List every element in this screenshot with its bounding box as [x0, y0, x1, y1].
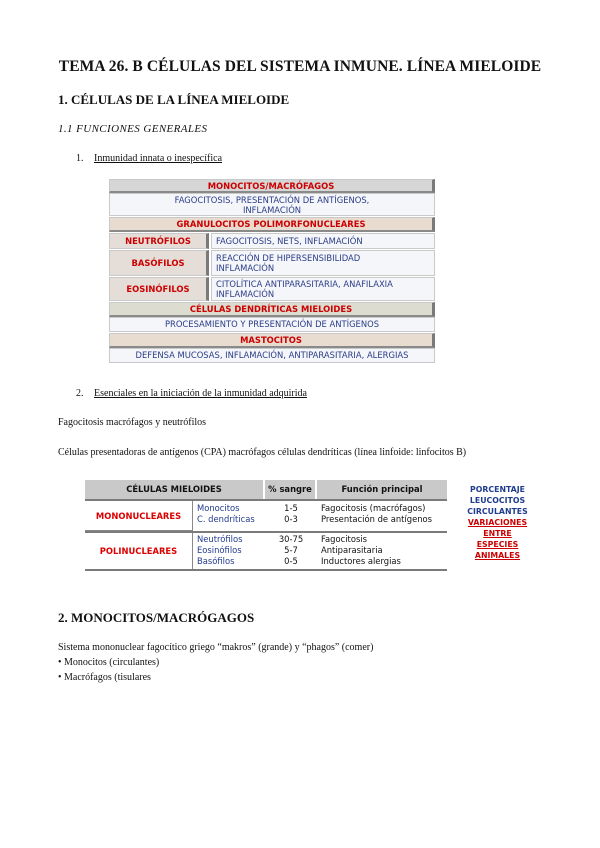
- table-row-dendriticas: PROCESAMIENTO Y PRESENTACIÓN DE ANTÍGENOS: [109, 317, 435, 332]
- label-basofilos: BASÓFILOS: [109, 250, 209, 276]
- column-header: % sangre: [265, 480, 317, 499]
- paragraph: Células presentadoras de antígenos (CPA) macrófagos células dendríticas (línea linfoide: linfocitos B): [58, 447, 467, 458]
- func-polinucleares: [321, 534, 447, 567]
- side-note-line: LEUCOCITOS: [469, 496, 526, 505]
- page-title: TEMA 26. B CÉLULAS DEL SISTEMA INMUNE. LÍNEA MIELOIDE: [58, 58, 542, 75]
- group-label-polinucleares: POLINUCLEARES: [85, 533, 193, 569]
- side-note-line: ENTRE: [483, 529, 512, 538]
- cell-types-polinucleares: [197, 534, 267, 567]
- list-text: Esenciales en la iniciación de la inmunidad adquirida: [94, 388, 307, 399]
- desc-basofilos: [211, 250, 435, 276]
- side-note: [455, 484, 540, 561]
- func-mononucleares: [321, 503, 447, 525]
- list-item: [76, 153, 376, 167]
- bullet-item: • Monocitos (circulantes): [58, 657, 160, 668]
- cell-text: 30-75: [278, 534, 304, 544]
- paragraph: Fagocitosis macrófagos y neutrófilos: [58, 417, 207, 428]
- cell-text: Monocitos: [197, 503, 240, 513]
- cell-text: Neutrófilos: [197, 534, 243, 544]
- side-note-line: ANIMALES: [474, 551, 521, 560]
- desc-neutrofilos: FAGOCITOSIS, NETS, INFLAMACIÓN: [211, 233, 435, 249]
- bullet-item: • Macrófagos (tisulares: [58, 672, 151, 683]
- pct-mononucleares: [265, 503, 317, 525]
- cell-text: 5-7: [284, 545, 298, 555]
- table-header-granulocitos: GRANULOCITOS POLIMORFONUCLEARES: [109, 217, 435, 232]
- cell-text: Antiparasitaria: [321, 545, 383, 555]
- cell-text: Basófilos: [197, 556, 235, 566]
- paragraph: Sistema mononuclear fagocítico griego “makros” (grande) y “phagos” (comer): [58, 642, 374, 653]
- pct-polinucleares: [265, 534, 317, 567]
- table-header-dendriticas: CÉLULAS DENDRÍTICAS MIELOIDES: [109, 302, 435, 317]
- side-note-line: PORCENTAJE: [470, 485, 525, 494]
- table-header-mastocitos: MASTOCITOS: [109, 333, 435, 348]
- side-note-line: CIRCULANTES: [467, 507, 528, 516]
- list-item: [76, 388, 396, 402]
- label-neutrofilos: NEUTRÓFILOS: [109, 233, 209, 249]
- cell-text: Presentación de antígenos: [321, 514, 433, 524]
- subsection-heading: 1.1 FUNCIONES GENERALES: [58, 123, 208, 135]
- cell-text: 0-5: [284, 556, 298, 566]
- cell-text: Inductores alergias: [321, 556, 401, 566]
- side-note-line: VARIACIONES: [467, 518, 528, 527]
- column-header: CÉLULAS MIELOIDES: [85, 480, 265, 499]
- cell-text: Fagocitosis (macrófagos): [321, 503, 426, 513]
- cell-text: FAGOCITOSIS, PRESENTACIÓN DE ANTÍGENOS,: [174, 195, 370, 205]
- cell-types-mononucleares: [197, 503, 267, 525]
- group-label-mononucleares: MONONUCLEARES: [85, 501, 193, 531]
- side-note-line: ESPECIES: [476, 540, 519, 549]
- cell-text: Eosinófilos: [197, 545, 242, 555]
- divider: [85, 569, 447, 571]
- cell-text: Fagocitosis: [321, 534, 368, 544]
- cell-text: 0-3: [284, 514, 298, 524]
- cell-text: C. dendríticas: [197, 514, 255, 524]
- table-row-mastocitos: DEFENSA MUCOSAS, INFLAMACIÓN, ANTIPARASITARIA, ALERGIAS: [109, 348, 435, 363]
- cell-text: INFLAMACIÓN: [216, 263, 275, 273]
- myeloid-percent-table: [85, 480, 447, 571]
- table-row-monocitos: [109, 193, 435, 216]
- section-heading-2: 2. MONOCITOS/MACRÓGAGOS: [58, 610, 255, 625]
- cell-text: INFLAMACIÓN: [242, 205, 302, 215]
- cell-text: CITOLÍTICA ANTIPARASITARIA, ANAFILAXIA: [216, 279, 393, 289]
- desc-eosinofilos: [211, 277, 435, 301]
- cell-text: REACCIÓN DE HIPERSENSIBILIDAD: [216, 253, 361, 263]
- list-number: 1.: [76, 153, 84, 164]
- cell-text: 1-5: [284, 503, 298, 513]
- cell-text: INFLAMACIÓN: [216, 289, 275, 299]
- column-header: Función principal: [317, 480, 447, 499]
- table-header-monocitos: MONOCITOS/MACRÓFAGOS: [109, 179, 435, 193]
- section-heading-1: 1. CÉLULAS DE LA LÍNEA MIELOIDE: [58, 92, 290, 107]
- list-text: Inmunidad innata o inespecífica: [94, 153, 223, 164]
- label-eosinofilos: EOSINÓFILOS: [109, 277, 209, 301]
- list-number: 2.: [76, 388, 84, 399]
